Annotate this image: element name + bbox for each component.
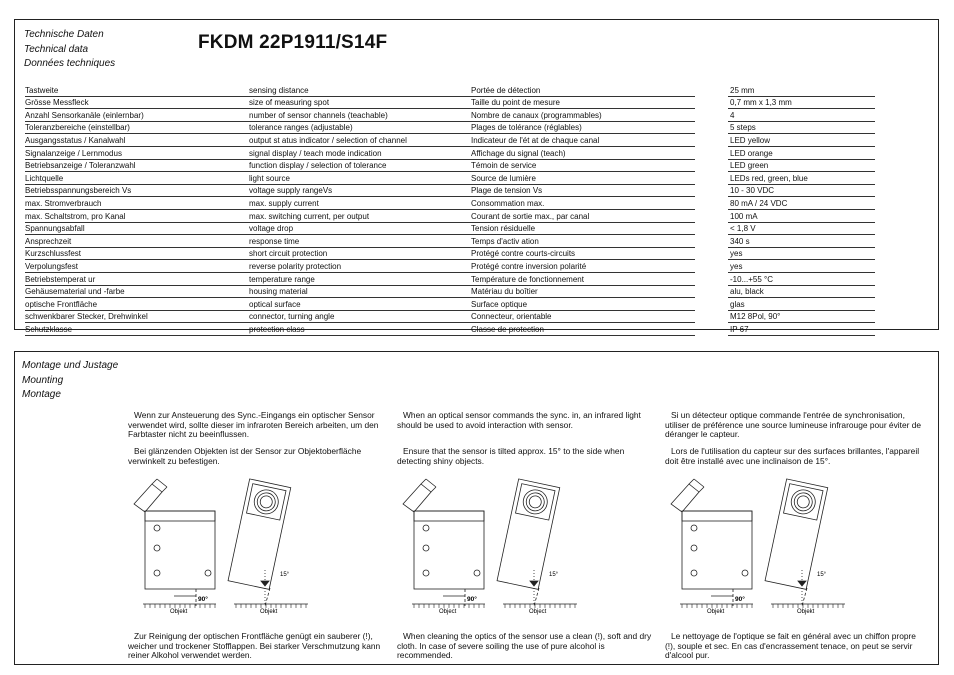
spec-label-fr: Indicateur de l'ét at de chaque canal bbox=[471, 134, 695, 147]
spec-label-en: function display / selection of tolerance bbox=[249, 159, 471, 172]
spec-label-en: max. supply current bbox=[249, 197, 471, 210]
spec-label-en: reverse polarity protection bbox=[249, 260, 471, 273]
angle-15-label: 15° bbox=[549, 572, 559, 578]
spec-label-de: Betriebsanzeige / Toleranzwahl bbox=[25, 159, 249, 172]
para-de-1: Wenn zur Ansteuerung des Sync.-Eingangs ein optischer Sensor verwendet wird, sollte dieser im infraroten Bereich arbeiten, um den Farbtaster nicht zu beeinflussen. bbox=[128, 410, 379, 440]
product-title: FKDM 22P1911/S14F bbox=[198, 32, 388, 53]
spec-gap bbox=[695, 209, 728, 222]
mounting-labels bbox=[22, 359, 118, 403]
spec-label-en: signal display / teach mode indication bbox=[249, 146, 471, 159]
spec-gap bbox=[695, 285, 728, 298]
spec-row bbox=[25, 323, 875, 336]
spec-value: LED orange bbox=[728, 146, 875, 159]
spec-label-en: tolerance ranges (adjustable) bbox=[249, 121, 471, 134]
spec-label-en: temperature range bbox=[249, 272, 471, 285]
spec-label-de: Schutzklasse bbox=[25, 323, 249, 336]
spec-label-fr: Courant de sortie max., par canal bbox=[471, 209, 695, 222]
spec-label-fr: Affichage du signal (teach) bbox=[471, 146, 695, 159]
spec-label-de: Betriebstemperat ur bbox=[25, 272, 249, 285]
spec-label-de: Ansprechzeit bbox=[25, 235, 249, 248]
spec-gap bbox=[695, 272, 728, 285]
spec-value: -10...+55 °C bbox=[728, 272, 875, 285]
spec-label-de: Tastweite bbox=[25, 84, 249, 96]
spec-gap bbox=[695, 235, 728, 248]
spec-row bbox=[25, 222, 875, 235]
angle-15-label: 15° bbox=[280, 572, 290, 578]
spec-value: 100 mA bbox=[728, 209, 875, 222]
spec-value: LED yellow bbox=[728, 134, 875, 147]
spec-value: 5 steps bbox=[728, 121, 875, 134]
para-en-3: When cleaning the optics of the sensor use a clean (!), soft and dry cloth. In case of severe soiling the use of pure alcohol is recommended. bbox=[397, 631, 652, 661]
spec-row bbox=[25, 134, 875, 147]
spec-label-en: light source bbox=[249, 172, 471, 185]
sensor-straight-body bbox=[145, 511, 215, 589]
spec-label-fr: Témoin de service bbox=[471, 159, 695, 172]
spec-row bbox=[25, 209, 875, 222]
spec-label-en: max. switching current, per output bbox=[249, 209, 471, 222]
sensor-connector bbox=[134, 484, 162, 512]
sensor-connector bbox=[403, 484, 431, 512]
spec-table bbox=[25, 84, 875, 336]
spec-label-de: max. Stromverbrauch bbox=[25, 197, 249, 210]
spec-label-de: Kurzschlussfest bbox=[25, 247, 249, 260]
spec-row bbox=[25, 247, 875, 260]
spec-label-fr: Surface optique bbox=[471, 298, 695, 311]
spec-label-de: Ausgangsstatus / Kanalwahl bbox=[25, 134, 249, 147]
spec-row bbox=[25, 121, 875, 134]
spec-label-fr: Plage de tension Vs bbox=[471, 184, 695, 197]
angle-90-label: 90° bbox=[735, 596, 745, 603]
spec-value: 10 - 30 VDC bbox=[728, 184, 875, 197]
object-label: Objekt bbox=[170, 609, 188, 615]
spec-gap bbox=[695, 172, 728, 185]
spec-gap bbox=[695, 222, 728, 235]
spec-label-en: size of measuring spot bbox=[249, 96, 471, 109]
spec-row bbox=[25, 298, 875, 311]
spec-label-fr: Protégé contre inversion polarité bbox=[471, 260, 695, 273]
spec-label-de: Signalanzeige / Lernmodus bbox=[25, 146, 249, 159]
spec-label-de: Toleranzbereiche (einstellbar) bbox=[25, 121, 249, 134]
mounting-label-en: Mounting bbox=[22, 374, 64, 386]
spec-gap bbox=[695, 260, 728, 273]
spec-value: yes bbox=[728, 260, 875, 273]
spec-value: 80 mA / 24 VDC bbox=[728, 197, 875, 210]
para-en-2: Ensure that the sensor is tilted approx. 15° to the side when detecting shiny objects. bbox=[397, 446, 625, 466]
spec-gap bbox=[695, 184, 728, 197]
spec-label-fr: Taille du point de mesure bbox=[471, 96, 695, 109]
mounting-diagram bbox=[128, 476, 368, 616]
object-label: Objekt bbox=[797, 609, 815, 615]
spec-label-fr: Classe de protection bbox=[471, 323, 695, 336]
spec-label-en: optical surface bbox=[249, 298, 471, 311]
spec-label-en: voltage drop bbox=[249, 222, 471, 235]
ground-hatching bbox=[682, 604, 843, 608]
spec-label-fr: Protégé contre courts-circuits bbox=[471, 247, 695, 260]
spec-label-en: output st atus indicator / selection of channel bbox=[249, 134, 471, 147]
spec-row bbox=[25, 159, 875, 172]
spec-label-de: schwenkbarer Stecker, Drehwinkel bbox=[25, 310, 249, 323]
object-label: Object bbox=[439, 609, 457, 615]
spec-label-en: protection class bbox=[249, 323, 471, 336]
mounting-label-fr: Montage bbox=[22, 389, 61, 400]
spec-value: 4 bbox=[728, 109, 875, 122]
spec-row bbox=[25, 310, 875, 323]
ground-hatching bbox=[414, 604, 575, 608]
spec-label-en: connector, turning angle bbox=[249, 310, 471, 323]
object-label: Object bbox=[529, 609, 547, 615]
spec-gap bbox=[695, 298, 728, 311]
spec-label-en: sensing distance bbox=[249, 84, 471, 96]
spec-row bbox=[25, 146, 875, 159]
spec-label-en: response time bbox=[249, 235, 471, 248]
spec-label-fr: Matériau du boîtier bbox=[471, 285, 695, 298]
spec-label-en: housing material bbox=[249, 285, 471, 298]
spec-value: yes bbox=[728, 247, 875, 260]
spec-gap bbox=[695, 159, 728, 172]
para-en-1: When an optical sensor commands the sync. in, an infrared light should be used to avoid interaction with sensor. bbox=[397, 410, 641, 430]
object-label: Objekt bbox=[260, 609, 278, 615]
para-fr-2: Lors de l'utilisation du capteur sur des surfaces brillantes, l'appareil doit être installé avec une inclinaison de 15°. bbox=[665, 446, 920, 466]
header-labels bbox=[24, 28, 115, 72]
spec-label-de: Verpolungsfest bbox=[25, 260, 249, 273]
spec-row bbox=[25, 235, 875, 248]
ground-hatching bbox=[145, 604, 306, 608]
spec-value: 340 s bbox=[728, 235, 875, 248]
spec-label-fr: Consommation max. bbox=[471, 197, 695, 210]
spec-row bbox=[25, 272, 875, 285]
spec-value: 0,7 mm x 1,3 mm bbox=[728, 96, 875, 109]
spec-label-de: Grösse Messfleck bbox=[25, 96, 249, 109]
spec-gap bbox=[695, 310, 728, 323]
spec-value: LED green bbox=[728, 159, 875, 172]
spec-gap bbox=[695, 109, 728, 122]
spec-value: M12 8Pol, 90° bbox=[728, 310, 875, 323]
para-fr-1: Si un détecteur optique commande l'entrée de synchronisation, utiliser de préférence une source lumineuse infrarouge pour éviter de déranger le capteur. bbox=[665, 410, 922, 440]
mounting-diagram bbox=[397, 476, 637, 616]
spec-label-de: Anzahl Sensorkanäle (einlernbar) bbox=[25, 109, 249, 122]
para-de-2: Bei glänzenden Objekten ist der Sensor zur Objektoberfläche verwinkelt zu befestigen. bbox=[128, 446, 362, 466]
spec-row bbox=[25, 172, 875, 185]
mounting-label-de: Montage und Justage bbox=[22, 360, 119, 371]
sensor-connector bbox=[671, 484, 699, 512]
angle-15-label: 15° bbox=[817, 572, 827, 578]
para-de-3: Zur Reinigung der optischen Frontfläche genügt ein sauberer (!), weicher und trockener Stofflappen. Bei starker Verschmutzung kann reiner Alkohol verwendet werden. bbox=[128, 631, 381, 661]
spec-value: glas bbox=[728, 298, 875, 311]
spec-label-fr: Nombre de canaux (programmables) bbox=[471, 109, 695, 122]
spec-value: LEDs red, green, blue bbox=[728, 172, 875, 185]
spec-label-de: max. Schaltstrom, pro Kanal bbox=[25, 209, 249, 222]
spec-label-fr: Connecteur, orientable bbox=[471, 310, 695, 323]
para-fr-3: Le nettoyage de l'optique se fait en général avec un chiffon propre (!), souple et sec. En cas d'encrassement tenace, on peut se servir d'alcool pur. bbox=[665, 631, 916, 661]
angle-90-label: 90° bbox=[467, 596, 477, 603]
spec-label-en: short circuit protection bbox=[249, 247, 471, 260]
spec-label-de: Betriebsspannungsbereich Vs bbox=[25, 184, 249, 197]
spec-gap bbox=[695, 96, 728, 109]
spec-label-fr: Plages de tolérance (réglables) bbox=[471, 121, 695, 134]
header-label-fr: Données techniques bbox=[24, 58, 116, 69]
spec-label-fr: Temps d'activ ation bbox=[471, 235, 695, 248]
spec-row bbox=[25, 84, 875, 96]
spec-gap bbox=[695, 121, 728, 134]
spec-row bbox=[25, 109, 875, 122]
spec-label-en: voltage supply rangeVs bbox=[249, 184, 471, 197]
spec-row bbox=[25, 260, 875, 273]
spec-label-en: number of sensor channels (teachable) bbox=[249, 109, 471, 122]
spec-value: alu, black bbox=[728, 285, 875, 298]
spec-gap bbox=[695, 134, 728, 147]
spec-row bbox=[25, 96, 875, 109]
spec-label-fr: Portée de détection bbox=[471, 84, 695, 96]
sensor-angle-diagram bbox=[397, 476, 637, 616]
spec-value: < 1,8 V bbox=[728, 222, 875, 235]
spec-row bbox=[25, 184, 875, 197]
spec-gap bbox=[695, 146, 728, 159]
spec-label-fr: Tension résiduelle bbox=[471, 222, 695, 235]
sensor-straight-body bbox=[682, 511, 752, 589]
spec-value: IP 67 bbox=[728, 323, 875, 336]
spec-label-de: Spannungsabfall bbox=[25, 222, 249, 235]
spec-value: 25 mm bbox=[728, 84, 875, 96]
sensor-angle-diagram bbox=[665, 476, 905, 616]
header-label-de: Technische Daten bbox=[24, 29, 104, 40]
spec-label-de: optische Frontfläche bbox=[25, 298, 249, 311]
object-label: Objekt bbox=[707, 609, 725, 615]
sensor-straight-body bbox=[414, 511, 484, 589]
spec-label-de: Lichtquelle bbox=[25, 172, 249, 185]
spec-gap bbox=[695, 323, 728, 336]
sensor-angle-diagram bbox=[128, 476, 368, 616]
spec-row bbox=[25, 285, 875, 298]
spec-gap bbox=[695, 197, 728, 210]
spec-row bbox=[25, 197, 875, 210]
spec-gap bbox=[695, 247, 728, 260]
spec-label-fr: Source de lumière bbox=[471, 172, 695, 185]
header-label-en: Technical data bbox=[24, 43, 89, 55]
spec-label-de: Gehäusematerial und -farbe bbox=[25, 285, 249, 298]
angle-90-label: 90° bbox=[198, 596, 208, 603]
mounting-diagram bbox=[665, 476, 905, 616]
spec-label-fr: Température de fonctionnement bbox=[471, 272, 695, 285]
spec-gap bbox=[695, 84, 728, 96]
